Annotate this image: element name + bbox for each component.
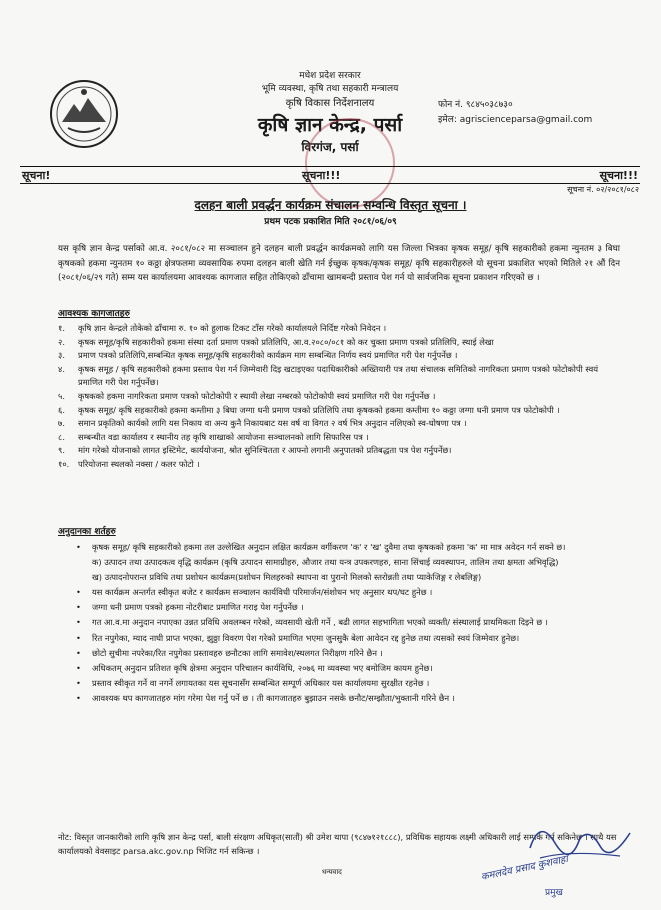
requirement-item (58, 349, 624, 363)
email-address: इमेल: agriscienceparsa@gmail.com (438, 115, 593, 125)
government-emblem-icon (48, 78, 120, 150)
condition-item: • जग्गा धनी प्रमाण पत्रको हकमा नोटरीबाट प्रमाणित गराइ पेश गर्नुपर्नेछ । (76, 601, 626, 614)
notice-label-center: सूचना!!! (302, 169, 341, 182)
intro-paragraph: यस कृषि ज्ञान केन्द्र पर्साको आ.व. २०८१/०८२ मा सञ्चालन हुने दलहन बाली प्रवर्द्धन कार्यक्रमको लागि यस जिल्ला भित्रका कृषक समूह/ कृषि सहकारीको हकमा न्युनतम ३ बिघा कृषकको हकमा न्युनतम १० कठ्ठा क्षेत्रफलमा व्यवसायिक रुपमा दलहन बाली खेति गर्न ईच्छुक कृषक/कृषक समूह/ कृषि सहकारीहरुले यो सूचना प्रकाशित भएको मितिले २१ औं दिन (२०८१/०६/२९ गते) सम्म यस कार्यालयमा आवश्यक कागजात सहित तोकिएको ढाँचामा खामबन्दी प्रस्ताव पेश गर्न यो सार्वजनिक सूचना प्रकाशन गरिएको छ । (58, 244, 620, 284)
conditions-list (76, 541, 626, 707)
requirement-item (58, 322, 624, 336)
notice-bar (20, 166, 640, 184)
condition-item: • कृषक समूह/ कृषि सहकारीको हकमा तल उल्लेखित अनुदान लक्षित कार्यक्रम वर्गीकरण 'क' र 'ख' दुवैमा तथा कृषकको हकमा 'क' मा मात्र अवेदन गर्न सक्ने छ। (76, 541, 626, 554)
condition-item: • छोटो सुचीमा नपरेका/रित नपुगेका प्रस्तावहरु छनौटका लागि समावेश/स्थलगत निरीक्षण गरिने छैन । (76, 647, 626, 660)
condition-item: • यस कार्यक्रम अन्तर्गत स्वीकृत बजेट र कार्यक्रम सञ्चालन कार्यविधी परिमार्जन/संशोधन भए अनुसार थप/घट हुनेछ । (76, 586, 626, 599)
requirement-text: कृषक समूह/ कृषि सहकारीको हकमा कम्तीमा ३ बिघा जग्गा धनी प्रमाण पत्रको प्रतिलिपि तथा कृषकको हकमा कम्तीमा १० कठ्ठा जग्गा धनी प्रमाण पत्र फोटोकोपी । (78, 404, 560, 415)
contact-note: नोट: विस्तृत जानकारीको लागि कृषि ज्ञान केन्द्र पर्सा, बाली संरक्षण अधिकृत(सातौं) श्री उमेश थापा (९८४७१२१८८८), प्रविधिक सहायक लक्ष्मी अधिकारी लाई सम्पर्क गर्न सकिनेछ । साथै यस कार्यालयको वेवसाइट parsa.akc.gov.np भिजिट गर्न सकिन्छ । (58, 832, 617, 856)
signature-icon (510, 808, 650, 898)
signatory-name: कमलदेव प्रसाद कुशवाहा (480, 853, 570, 884)
requirement-text: कृषि ज्ञान केन्द्रले तोकेको ढाँचामा रु. १० को हुलाक टिकट टाँस गरेको कार्यालयले निर्दिष्ट गरेको निवेदन । (78, 323, 387, 333)
requirement-text: कृषक समूह / कृषि सहकारीको हकमा प्रस्ताव पेश गर्न जिम्मेवारी दिइ खटाइएका पदाधिकारीको अख्तियारी पत्र तथा संचालक समितिको नागरिकता प्रमाण पत्रको फोटोकोपी स्वयं प्रमाणित गरी पेश गर्नुपर्नेछ। (78, 363, 599, 388)
requirement-number: १०. (58, 458, 70, 469)
notice-label-left: सूचना! (22, 169, 51, 182)
requirement-item (58, 404, 624, 418)
requirement-text: सम्बन्धीत वडा कार्यालय र स्थानीय तह कृषि शाखाको आयोजना सञ्चालनको लागि सिफारिस पत्र । (78, 431, 369, 442)
requirement-number: ४. (58, 363, 65, 374)
condition-item: • गत आ.व.मा अनुदान नपाएका उन्नत प्रविधि अवलम्बन गरेको, व्यवसायी खेती गर्ने , बढी लागत सहभागिता भएको व्यक्ती/ संस्थालाई प्राथमिकता दिइने छ । (76, 616, 626, 629)
requirement-item (58, 390, 624, 404)
directorate-name: कृषि विकास निर्देशनालय (285, 98, 375, 109)
requirement-text: कृषक समूह/कृषि सहकारीको हकमा संस्था दर्ता प्रमाण पत्रको प्रतिलिपि, आ.व.२०८०/०८१ को कर चुक्ता प्रमाण पत्रको प्रतिलिपि, स्थाई लेखा (78, 336, 494, 347)
requirement-text: परियोजना स्थलको नक्सा / कलर फोटो । (78, 458, 200, 469)
office-location: विरगंज, पर्सा (301, 140, 359, 154)
requirement-number: ७. (58, 418, 65, 429)
requirement-item (58, 417, 624, 431)
requirement-number: ८. (58, 431, 65, 442)
requirement-number: ९. (58, 445, 65, 456)
requirement-text: मांग गरेको योजनाको लागत इस्टिमेट, कार्ययोजना, श्रोत सुनिश्चितता र आफ्नो लगानी अनुपातको प्रतिबद्धता पत्र पेश गर्नुपर्नेछ। (78, 445, 452, 456)
requirement-item (58, 363, 624, 390)
requirement-item (58, 444, 624, 458)
signatory-role: प्रमुख (545, 888, 563, 898)
requirements-heading: आवश्यक कागजातहरु (58, 309, 130, 319)
requirement-item (58, 431, 624, 445)
requirement-number: ५. (58, 390, 65, 401)
conditions-heading: अनुदानका शर्तहरु (58, 527, 116, 537)
publish-date: प्रथम पटक प्रकाशित मिति २०८१/०६/०९ (264, 217, 397, 227)
requirement-number: २. (58, 336, 65, 347)
condition-item: • प्रस्ताव स्वीकृत गर्ने वा नगर्ने लगायतका यस सूचनासँग सम्बन्धित सम्पूर्ण अधिकार यस कार्यालयमा सुरक्षीत रहनेछ । (76, 677, 626, 690)
phone-number: फोन नं. ९८४५०३८७३० (438, 100, 513, 110)
office-name: कृषि ज्ञान केन्द्र, पर्सा (257, 114, 403, 136)
requirements-list (58, 322, 624, 472)
requirement-number: ३. (58, 350, 65, 361)
condition-subitem: ख) उत्पादनोपरान्त प्रविधि तथा प्रशोधन कार्यक्रम(प्रशोधन मिलहरुको स्थापना वा पुरानो मिलको स्तरोन्नती तथा प्याकेजिङ्ग र लेबलिङ्ग) (92, 572, 482, 583)
condition-item: • रित नपुगेका, म्याद नाघी प्राप्त भएका, झुठ्ठा विवरण पेश गरेको प्रमाणित भएमा जुनसुकै बेला आवेदन रद्द हुनेछ तथा त्यसको स्वयं जिम्मेवार हुनेछ। (76, 632, 626, 645)
notice-label-right: सूचना!!! (599, 169, 638, 182)
requirement-item (58, 458, 624, 472)
letterhead (0, 0, 661, 190)
province-name: मधेश प्रदेश सरकार (299, 71, 361, 81)
requirement-text: समान प्रकृतिको कार्यको लागि यस निकाय वा अन्य कुनै निकायबाट यस वर्ष वा विगत २ वर्ष भित्र अनुदान नलिएको स्व-घोषणा पत्र । (78, 418, 467, 429)
condition-item: • आवश्यक थप कागजातहरु मांग गरेमा पेश गर्नु पर्ने छ । ती कागजातहरु बुझाउन नसके छनौट/सम्झौता/भुक्तानी गरिने छैन । (76, 692, 626, 705)
requirement-text: कृषकको हकमा नागरिकता प्रमाण पत्रको फोटोकोपी र स्थायी लेखा नम्बरको फोटोकोपी स्वयं प्रमाणित गरी पेश गर्नुपर्नेछ । (78, 390, 436, 401)
requirement-number: ६. (58, 404, 65, 415)
ministry-name: भूमि व्यवस्था, कृषि तथा सहकारी मन्त्रालय (261, 84, 399, 94)
requirement-item (58, 336, 624, 350)
thanks-text: धन्यवाद (322, 868, 342, 876)
office-stamp-icon (305, 118, 395, 208)
condition-subitem: क) उत्पादन तथा उत्पादकत्व वृद्धि कार्यक्रम (कृषि उत्पादन सामाग्रीहरु, औजार तथा यन्त्र उपकरणहरु, साना सिंचाई व्यवस्थापन, तालिम तथा क्षमता अभिवृद्धि) (92, 557, 559, 568)
notice-title: दलहन बाली प्रवर्द्धन कार्यक्रम संचालन सम्वन्धि विस्तृत सूचना । (194, 198, 467, 212)
requirement-text: प्रमाण पत्रको प्रतिलिपि,सम्बन्धित कृषक समूह/कृषि सहकारीको कार्यक्रम माग सम्बन्धित निर्णय स्वयं प्रमाणित गरी पेश गर्नुपर्नेछ । (78, 350, 458, 361)
requirement-number: १. (58, 323, 65, 333)
contact-info (438, 98, 592, 128)
condition-item: • अधिकतम् अनुदान प्रतिशत कृषि क्षेत्रमा अनुदान परिचालन कार्यविधि, २०७६ मा व्यवस्था भए बमोजिम कायम हुनेछ। (76, 662, 626, 675)
reference-number: सूचना नं. ०२/२०८१/०८२ (567, 185, 639, 194)
